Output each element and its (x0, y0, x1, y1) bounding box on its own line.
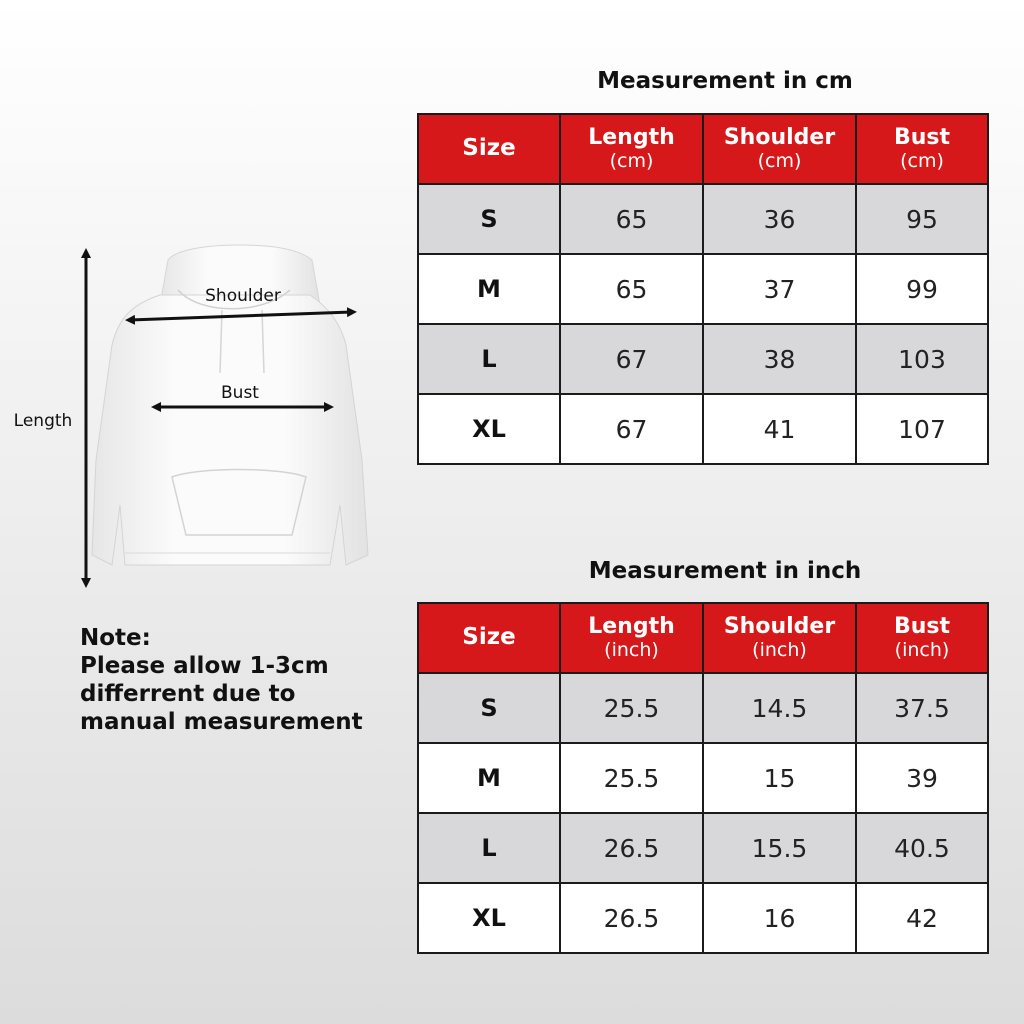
bust-cell: 40.5 (856, 813, 988, 883)
header-row (418, 603, 988, 673)
table-row (418, 184, 988, 254)
shoulder-cell: 14.5 (703, 673, 856, 743)
header-bust-label: Bust (893, 125, 951, 151)
shoulder-cell: 38 (703, 324, 856, 394)
length-cell: 67 (560, 394, 703, 464)
header-length-label: Length (588, 614, 675, 640)
bust-cell: 42 (856, 883, 988, 953)
bust-cell: 95 (856, 184, 988, 254)
size-table-inch (417, 602, 989, 954)
header-shoulder-unit: (cm) (757, 149, 802, 172)
bust-cell: 103 (856, 324, 988, 394)
bust-cell: 39 (856, 743, 988, 813)
table-row (418, 673, 988, 743)
header-length-label: Length (588, 125, 675, 151)
length-cell: 67 (560, 324, 703, 394)
shoulder-cell: 16 (703, 883, 856, 953)
size-cell: M (418, 254, 560, 324)
bust-cell: 107 (856, 394, 988, 464)
header-shoulder-label: Shoulder (723, 614, 836, 640)
size-cell: S (418, 184, 560, 254)
header-bust-unit: (cm) (900, 149, 944, 172)
hoodie-measurement-figure (0, 235, 420, 605)
shoulder-cell: 15.5 (703, 813, 856, 883)
header-length-unit: (inch) (604, 638, 659, 661)
header-length-unit: (cm) (609, 149, 654, 172)
length-cell: 65 (560, 184, 703, 254)
bust-cell: 99 (856, 254, 988, 324)
size-cell: L (418, 813, 560, 883)
length-cell: 25.5 (560, 673, 703, 743)
note-line: differrent due to (80, 681, 296, 707)
table-row (418, 743, 988, 813)
table-row (418, 324, 988, 394)
table-row (418, 254, 988, 324)
header-length (560, 603, 703, 673)
shoulder-cell: 15 (703, 743, 856, 813)
header-shoulder-label: Shoulder (723, 125, 836, 151)
header-shoulder (703, 603, 856, 673)
bust-cell: 37.5 (856, 673, 988, 743)
title-measurement-cm: Measurement in cm (597, 68, 853, 94)
note-line: Please allow 1-3cm (80, 653, 329, 679)
header-shoulder-unit: (inch) (752, 638, 807, 661)
table-row (418, 813, 988, 883)
size-table-cm (417, 113, 989, 465)
size-cell: XL (418, 394, 560, 464)
size-cell: M (418, 743, 560, 813)
length-cell: 26.5 (560, 883, 703, 953)
table-row (418, 394, 988, 464)
note-block (80, 624, 400, 736)
size-cell: XL (418, 883, 560, 953)
header-size: Size (418, 603, 560, 673)
length-label: Length (13, 411, 73, 431)
note-heading: Note: (80, 625, 151, 651)
header-bust-unit: (inch) (894, 638, 950, 661)
table-row (418, 883, 988, 953)
header-size: Size (418, 114, 560, 184)
length-cell: 26.5 (560, 813, 703, 883)
shoulder-cell: 36 (703, 184, 856, 254)
shoulder-cell: 41 (703, 394, 856, 464)
title-measurement-inch: Measurement in inch (588, 558, 862, 584)
shoulder-label: Shoulder (205, 286, 281, 306)
note-line: manual measurement (80, 709, 363, 735)
length-cell: 65 (560, 254, 703, 324)
shoulder-cell: 37 (703, 254, 856, 324)
size-cell: S (418, 673, 560, 743)
header-row (418, 114, 988, 184)
header-bust-label: Bust (893, 614, 951, 640)
size-cell: L (418, 324, 560, 394)
header-length (560, 114, 703, 184)
header-bust (856, 603, 988, 673)
header-bust (856, 114, 988, 184)
length-cell: 25.5 (560, 743, 703, 813)
bust-label: Bust (221, 383, 259, 403)
header-shoulder (703, 114, 856, 184)
